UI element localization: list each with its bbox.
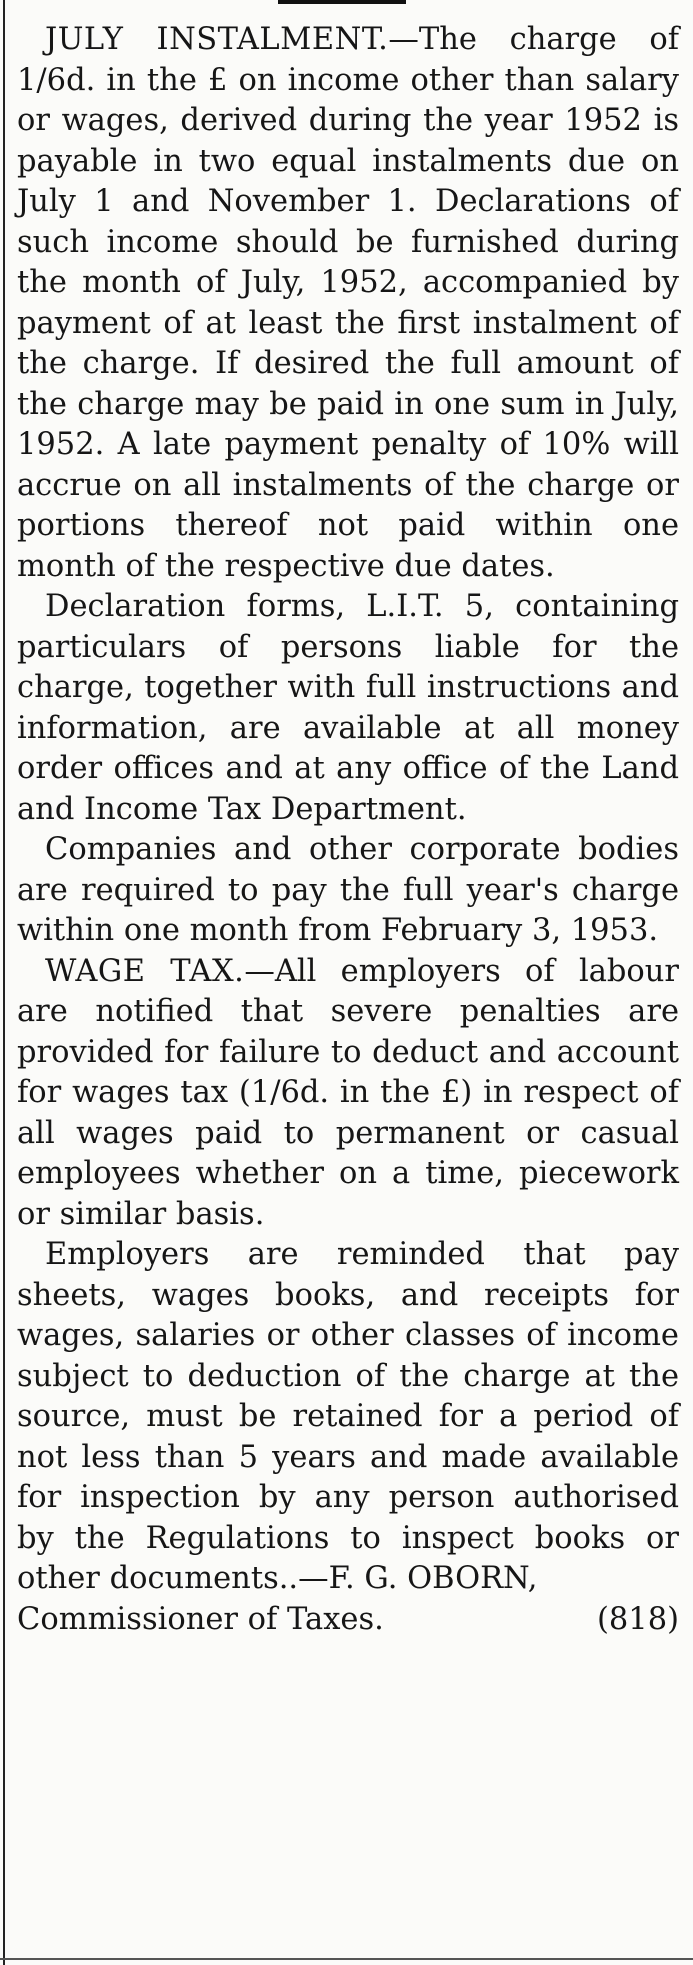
july-instalment-paragraph [17, 20, 679, 587]
bottom-rule [0, 1958, 693, 1960]
notice-column [17, 20, 679, 1640]
signature-line [17, 1600, 679, 1641]
reference-number: (818) [596, 1601, 679, 1637]
companies-paragraph: Companies and other corporate bodies are required to pay the full year's charge within one month from February 3, 1953. [17, 832, 679, 948]
july-instalment-heading: JULY INSTALMENT. [45, 22, 389, 57]
wage-tax-paragraph [17, 952, 679, 1236]
july-instalment-text: —The charge of 1/6d. in the £ on income other than salary or wages, derived during the year 1952 is payable in two equal instalments due on July 1 and November 1. Declarations of such income should be furnished during the month of July, 1952, accompanied by payment of at least the first instalment of the charge. If desired the full amount of the charge may be paid in one sum in July, 1952. A late payment penalty of 10% will accrue on all instalments of the charge or portions thereof not paid within one month of the respective due dates. [17, 22, 680, 584]
top-rule [278, 0, 406, 4]
employers-paragraph: Employers are reminded that pay sheets, wages books, and receipts for wages, salaries or other classes of income subject to deduction of the charge at the source, must be retained for a period of not less than 5 years and made available for inspection by any person authorised by the Regulations to inspect books or other documents..—F. G. OBORN, [17, 1237, 679, 1596]
left-rule [3, 0, 5, 1965]
wage-tax-text: —All employers of labour are notified that severe penalties are provided for failure to deduct and account for wages tax (1/6d. in the £) in respect of all wages paid to permanent or casual employees whether on a time, piecework or similar basis. [17, 953, 679, 1232]
declaration-forms-paragraph: Declaration forms, L.I.T. 5, containing particulars of persons liable for the charge, together with full instructions and information, are available at all money order offices and at any office of the Land and Income Tax Department. [17, 589, 679, 827]
commissioner-title: Commissioner of Taxes. [17, 1601, 384, 1637]
wage-tax-heading: WAGE TAX. [45, 953, 245, 989]
